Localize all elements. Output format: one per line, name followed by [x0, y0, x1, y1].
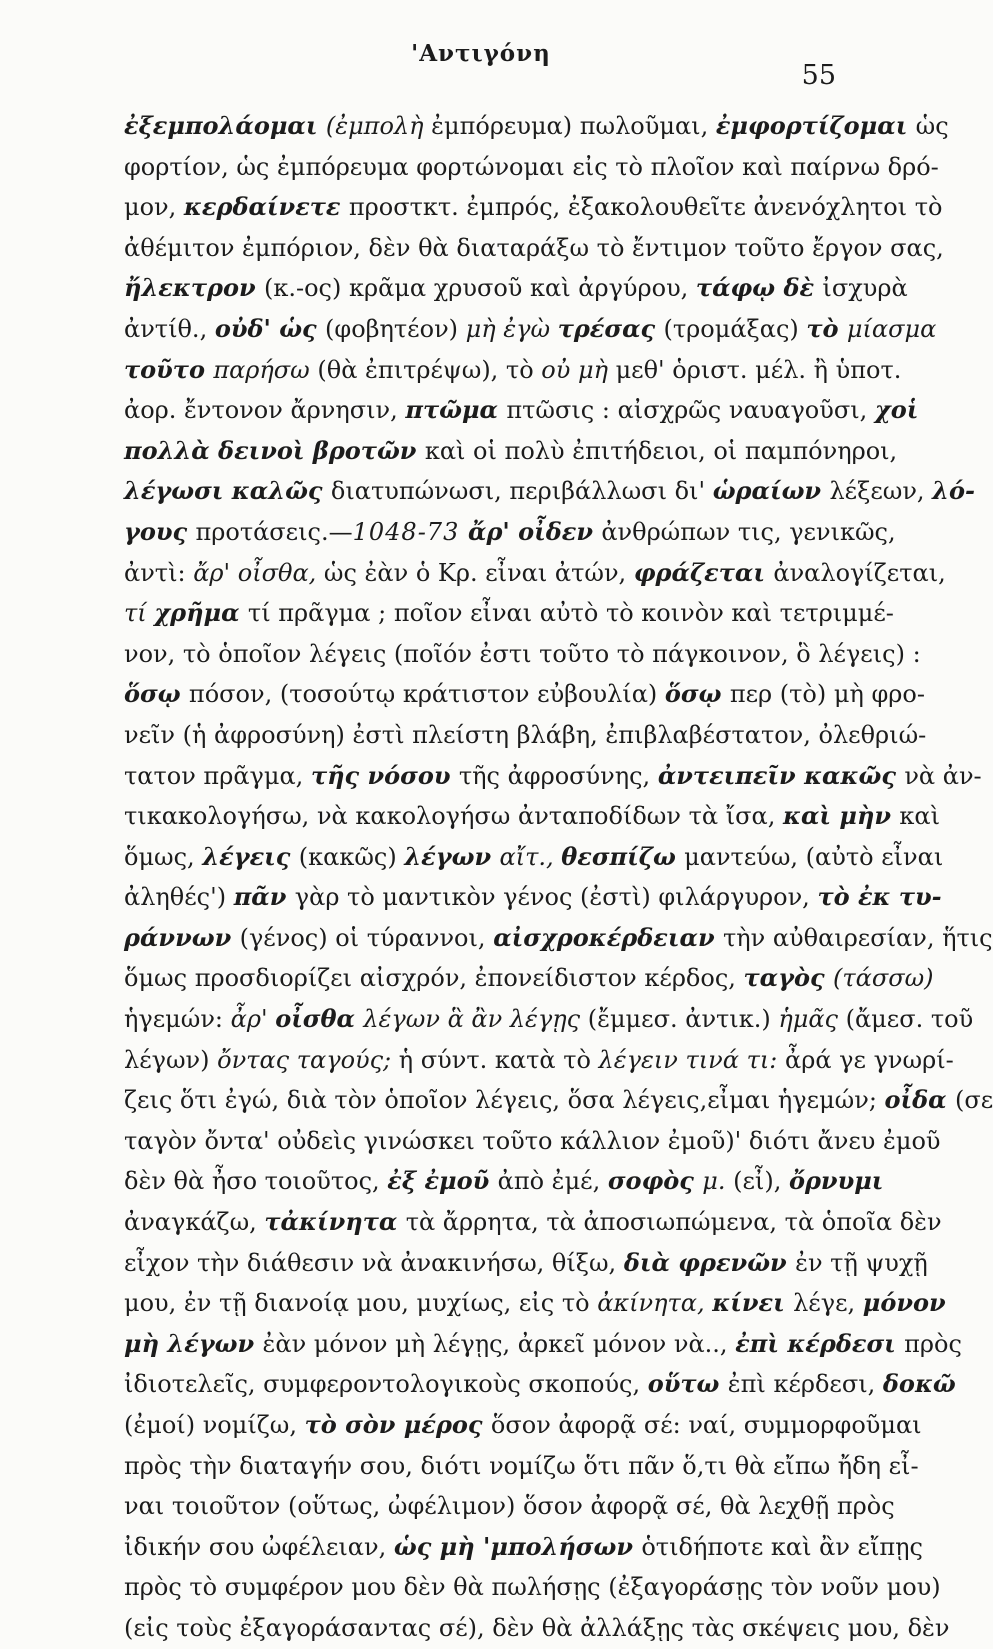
gloss-text: πόσον, (τοσούτῳ κράτιστον εὐβουλία)	[188, 680, 665, 709]
gloss-text: διατυπώνωσι, περιβάλλωσι δι'	[330, 477, 713, 506]
gloss-text: λέγειν τινά τι:	[598, 1045, 786, 1074]
text-line	[124, 309, 937, 350]
text-line	[124, 1121, 941, 1162]
text-line	[124, 1161, 884, 1202]
text-line	[124, 1283, 946, 1324]
headword: ὅσῳ	[664, 679, 730, 709]
text-line	[124, 147, 939, 188]
gloss-text: δὲν θὰ ἦσο τοιοῦτος,	[124, 1167, 388, 1196]
headword: φράζεται	[633, 557, 774, 587]
gloss-text: προστκτ. ἐμπρός, ἐξακολουθεῖτε ἀνενόχλητοι τὸ	[348, 193, 943, 222]
text-line	[124, 1567, 941, 1608]
text-line	[124, 1364, 956, 1405]
text-line	[124, 796, 941, 837]
gloss-text: ἐὰν μόνον μὴ λέγῃς, ἀρκεῖ μόνον νὰ..,	[262, 1329, 736, 1358]
headword: ὅσῳ	[124, 679, 189, 709]
headword: ἤλεκτρον	[124, 273, 264, 303]
gloss-text: (φοβητέον)	[325, 314, 466, 343]
text-line	[124, 1080, 993, 1121]
gloss-text: ἀορ. ἔντονον ἄρνησιν,	[124, 396, 406, 425]
gloss-text: ἄρ' οἶσθα,	[193, 558, 324, 587]
gloss-text: τατον πρᾶγμα,	[124, 761, 311, 790]
gloss-text: μὴ ἐγὼ	[465, 314, 558, 343]
text-line	[124, 1527, 923, 1568]
gloss-text: (ἔμμεσ. ἀντικ.)	[587, 1005, 779, 1034]
commentary-text	[124, 106, 993, 1649]
gloss-text: (ἄμεσ. τοῦ	[845, 1005, 974, 1034]
gloss-text: εἶχον τὴν διάθεσιν νὰ ἀνακινήσω, θίξω,	[124, 1248, 624, 1277]
gloss-text: λέγε,	[793, 1289, 863, 1318]
headword: τὸ ἐκ τυ-	[817, 882, 942, 912]
gloss-text: αἴτ.,	[499, 842, 562, 871]
text-line	[124, 431, 898, 472]
gloss-text: ὄντας ταγούς;	[217, 1045, 399, 1074]
text-line	[124, 1202, 942, 1243]
gloss-text: ἰσχυρὰ	[822, 274, 908, 303]
gloss-text: καὶ	[899, 802, 941, 831]
headword: ἐξεμπολάομαι	[124, 111, 326, 140]
gloss-text: (γένος) οἱ τύραννοι,	[239, 923, 494, 952]
gloss-text: φορτίον, ὡς ἐμπόρευμα φορτώνομαι εἰς τὸ πλοῖον καὶ παίρνω δρό-	[124, 152, 939, 181]
gloss-text: μου, ἐν τῇ διανοίᾳ μου, μυχίως, εἰς τὸ	[124, 1289, 598, 1318]
headword: ράννων	[124, 922, 240, 952]
headword: πᾶν	[233, 882, 295, 912]
gloss-text: (ἐμοί) νομίζω,	[124, 1411, 305, 1439]
gloss-text: πρὸς τὸ συμφέρον μου δὲν θὰ πωλήσῃς (ἐξαγοράσῃς τὸν νοῦν μου)	[124, 1573, 941, 1602]
gloss-text: ταγὸν ὄντα' οὐδεὶς γινώσκει τοῦτο κάλλιον ἐμοῦ)' διότι ἄνευ ἐμοῦ	[124, 1126, 941, 1155]
text-line	[124, 268, 908, 309]
gloss-text: ὡς	[915, 112, 949, 140]
gloss-text: ὁτιδήποτε καὶ ἂν εἴπῃς	[641, 1532, 923, 1561]
headword: τοῦτο	[124, 354, 214, 384]
gloss-text: πρὸς τὴν διαταγήν σου, διότι νομίζω ὅτι πᾶν ὅ,τι θὰ εἴπω ἤδη εἶ-	[124, 1451, 919, 1480]
gloss-text: λέξεων,	[829, 477, 933, 506]
headword: τἀκίνητα	[264, 1207, 406, 1237]
text-line	[124, 877, 942, 918]
headword: καὶ μὴν	[782, 801, 900, 831]
gloss-text: ἡμᾶς	[778, 1005, 846, 1034]
gloss-text: ἰδικήν σου ὠφέλειαν,	[124, 1532, 394, 1561]
gloss-text: ἀναλογίζεται,	[773, 558, 946, 587]
gloss-text: ὅμως προσδιορίζει αἰσχρόν, ἐπονείδιστον κέρδος,	[124, 964, 744, 993]
headword: κίνει	[712, 1288, 794, 1318]
gloss-text: μίασμα	[846, 314, 937, 343]
headword: ὡραίων	[712, 476, 830, 506]
gloss-text: ναι τοιοῦτον (οὕτως, ὠφέλιμον) ὅσον ἀφορᾷ σέ, θὰ λεχθῇ πρὸς	[124, 1492, 895, 1521]
gloss-text: νεῖν (ἡ ἀφροσύνη) ἐστὶ πλείστη βλάβη, ἐπιβλαβέστατον, ὀλεθριώ-	[124, 720, 927, 749]
headword: ἐξ ἐμοῦ	[387, 1166, 498, 1196]
headword: σοφὸς	[607, 1166, 703, 1196]
gloss-text: μαντεύω, (αὐτὸ εἶναι	[684, 842, 944, 871]
headword: γους	[124, 516, 196, 546]
gloss-text: ἀντὶ:	[124, 558, 194, 587]
gloss-text: ἰδιοτελεῖς, συμφεροντολογικοὺς σκοπούς,	[124, 1370, 648, 1399]
headword: οἶδα	[884, 1085, 955, 1115]
gloss-text: μον,	[124, 193, 184, 222]
gloss-text: ἐπὶ κέρδεσι,	[727, 1370, 883, 1399]
gloss-text: ζεις ὅτι ἐγώ, διὰ τὸν ὁποῖον λέγεις, ὅσα λέγεις,εἶμαι ἡγεμών;	[124, 1086, 885, 1115]
page-number: 55	[801, 60, 836, 91]
gloss-text: οὐ μὴ	[541, 355, 616, 384]
gloss-text: (ἐμπολὴ	[325, 112, 432, 140]
gloss-text: (σε	[955, 1086, 993, 1115]
gloss-text: (κ.-ος) κρᾶμα χρυσοῦ καὶ ἀργύρου,	[263, 274, 696, 303]
text-line	[124, 106, 949, 147]
headword: οὕτω	[647, 1369, 728, 1399]
text-line	[124, 553, 946, 594]
gloss-text: ἀντίθ.,	[124, 314, 215, 343]
headword: τὸ	[806, 313, 847, 343]
text-line	[124, 1324, 962, 1365]
headword: ὄρνυμι	[788, 1166, 884, 1196]
gloss-text: μ.	[702, 1167, 734, 1196]
headword: τὸ σὸν μέρος	[304, 1410, 491, 1439]
headword: λέγων	[404, 841, 500, 871]
gloss-text: ἡ σύντ. κατὰ τὸ	[398, 1045, 599, 1074]
headword: ὡς μὴ 'μπολήσων	[393, 1531, 642, 1561]
text-line	[124, 1405, 922, 1446]
headword: ἐπὶ κέρδεσι	[735, 1328, 905, 1358]
text-line	[124, 228, 944, 269]
gloss-text: καὶ οἱ πολὺ ἐπιτήδειοι, οἱ παμπόνηροι,	[424, 436, 898, 465]
headword: τάφῳ δὲ	[695, 273, 823, 303]
text-line	[124, 837, 944, 878]
text-line	[124, 1040, 954, 1081]
gloss-text: νὰ ἀν-	[904, 761, 982, 790]
gloss-text: (κακῶς)	[298, 842, 405, 871]
gloss-text: μεθ' ὁριστ. μέλ. ἢ ὑποτ.	[615, 355, 902, 384]
text-line	[124, 634, 921, 675]
headword: οἶσθα	[275, 1004, 364, 1034]
gloss-text: ἀληθές')	[124, 883, 234, 912]
gloss-text: ὡς ἐὰν ὁ Κρ. εἶναι ἀτών,	[323, 558, 634, 587]
headword: οὐδ' ὡς	[214, 313, 326, 343]
text-line	[124, 512, 896, 553]
gloss-text: ὅσον ἀφορᾷ σέ: ναί, συμμορφοῦμαι	[490, 1411, 922, 1439]
text-line	[124, 999, 974, 1040]
gloss-text: περ (τὸ) μὴ φρο-	[729, 680, 925, 709]
gloss-text: τί πρᾶγμα ; ποῖον εἶναι αὐτὸ τὸ κοινὸν καὶ τετριμμέ-	[247, 599, 894, 628]
gloss-text: προτάσεις.—	[195, 517, 353, 546]
gloss-text: νον, τὸ ὁποῖον λέγεις (ποῖόν ἐστι τοῦτο τὸ πάγκοινον, ὃ λέγεις) :	[124, 639, 921, 668]
gloss-text: λέγων ἃ ἂν λέγῃς	[363, 1005, 588, 1034]
headword: διὰ φρενῶν	[623, 1247, 796, 1277]
gloss-text: 1048-73	[352, 517, 468, 546]
headword: κερδαίνετε	[183, 192, 349, 222]
headword: ἄρ' οἶδεν	[467, 516, 602, 546]
text-line	[124, 1486, 895, 1527]
headword: αἰσχροκέρδειαν	[493, 922, 723, 952]
headword: θεσπίζω	[561, 841, 685, 871]
headword: ἐμφορτίζομαι	[715, 111, 916, 140]
text-line	[124, 1243, 928, 1284]
gloss-text: ἀθέμιτον ἐμπόριον, δὲν θὰ διαταράξω τὸ ἔντιμον τοῦτο ἔργον σας,	[124, 233, 944, 262]
gloss-text: (εἰς τοὺς ἐξαγοράσαντας σέ), δὲν θὰ ἀλλάξῃς τὰς σκέψεις μου, δὲν	[124, 1613, 950, 1642]
gloss-text: ἀναγκάζω,	[124, 1208, 265, 1237]
headword: μόνον	[862, 1288, 946, 1318]
gloss-text: τῆς ἀφροσύνης,	[458, 761, 658, 790]
text-line	[124, 350, 902, 391]
headword: λό-	[932, 476, 975, 506]
headword: χρῆμα	[154, 598, 248, 628]
gloss-text: (εἶ),	[733, 1167, 789, 1196]
text-line	[124, 756, 982, 797]
text-line	[124, 715, 927, 756]
gloss-text: τὴν αὐθαιρεσίαν, ἥτις	[722, 923, 993, 952]
text-line	[124, 674, 925, 715]
gloss-text: γὰρ τὸ μαντικὸν γένος (ἐστὶ) φιλάργυρον,	[294, 883, 818, 912]
headword: τῆς νόσου	[310, 760, 459, 790]
gloss-text: ἆρά γε γνωρί-	[785, 1045, 954, 1074]
gloss-text: παρήσω	[213, 355, 318, 384]
headword: τρέσας	[557, 313, 664, 343]
headword: ἀντειπεῖν κακῶς	[657, 760, 905, 790]
text-line	[124, 918, 993, 959]
headword: λέγωσι καλῶς	[124, 476, 331, 506]
gloss-text: πρὸς	[904, 1329, 962, 1358]
headword: πτῶμα	[405, 395, 507, 425]
gloss-text: ὅμως,	[124, 842, 203, 871]
text-line	[124, 958, 934, 999]
headword: ταγὸς	[743, 963, 833, 993]
text-line	[124, 1446, 919, 1487]
running-head: 'Αντιγόνη	[411, 40, 551, 67]
gloss-text: πτῶσις : αἰσχρῶς ναυαγοῦσι,	[506, 396, 875, 425]
gloss-text: τί	[124, 599, 155, 628]
gloss-text: ἐμπόρευμα) πωλοῦμαι,	[431, 112, 716, 140]
headword: λέγεις	[202, 841, 299, 871]
gloss-text: ἀνθρώπων τις, γενικῶς,	[601, 517, 896, 546]
headword: δοκῶ	[882, 1369, 956, 1399]
gloss-text: ἀπὸ ἐμέ,	[497, 1167, 608, 1196]
gloss-text: ἀκίνητα,	[597, 1289, 713, 1318]
gloss-text: (τάσσω)	[832, 964, 934, 993]
gloss-text: (θὰ ἐπιτρέψω), τὸ	[317, 355, 542, 384]
gloss-text: ἡγεμών:	[124, 1005, 231, 1034]
headword: χοἱ	[874, 395, 919, 425]
gloss-text: τικακολογήσω, νὰ κακολογήσω ἀνταποδίδων τὰ ἴσα,	[124, 802, 783, 831]
text-line	[124, 471, 975, 512]
gloss-text: (τρομάξας)	[663, 314, 807, 343]
text-line	[124, 390, 919, 431]
text-line	[124, 1608, 950, 1649]
gloss-text: λέγων)	[124, 1045, 218, 1074]
text-line	[124, 187, 943, 228]
gloss-text: ἐν τῇ ψυχῇ	[795, 1248, 928, 1277]
headword: μὴ λέγων	[124, 1328, 263, 1358]
gloss-text: τὰ ἄρρητα, τὰ ἀποσιωπώμενα, τὰ ὁποῖα δὲν	[405, 1208, 942, 1237]
text-line	[124, 593, 894, 634]
headword: πολλὰ δεινοὶ βροτῶν	[124, 435, 425, 465]
gloss-text: ἆρ'	[230, 1005, 276, 1034]
